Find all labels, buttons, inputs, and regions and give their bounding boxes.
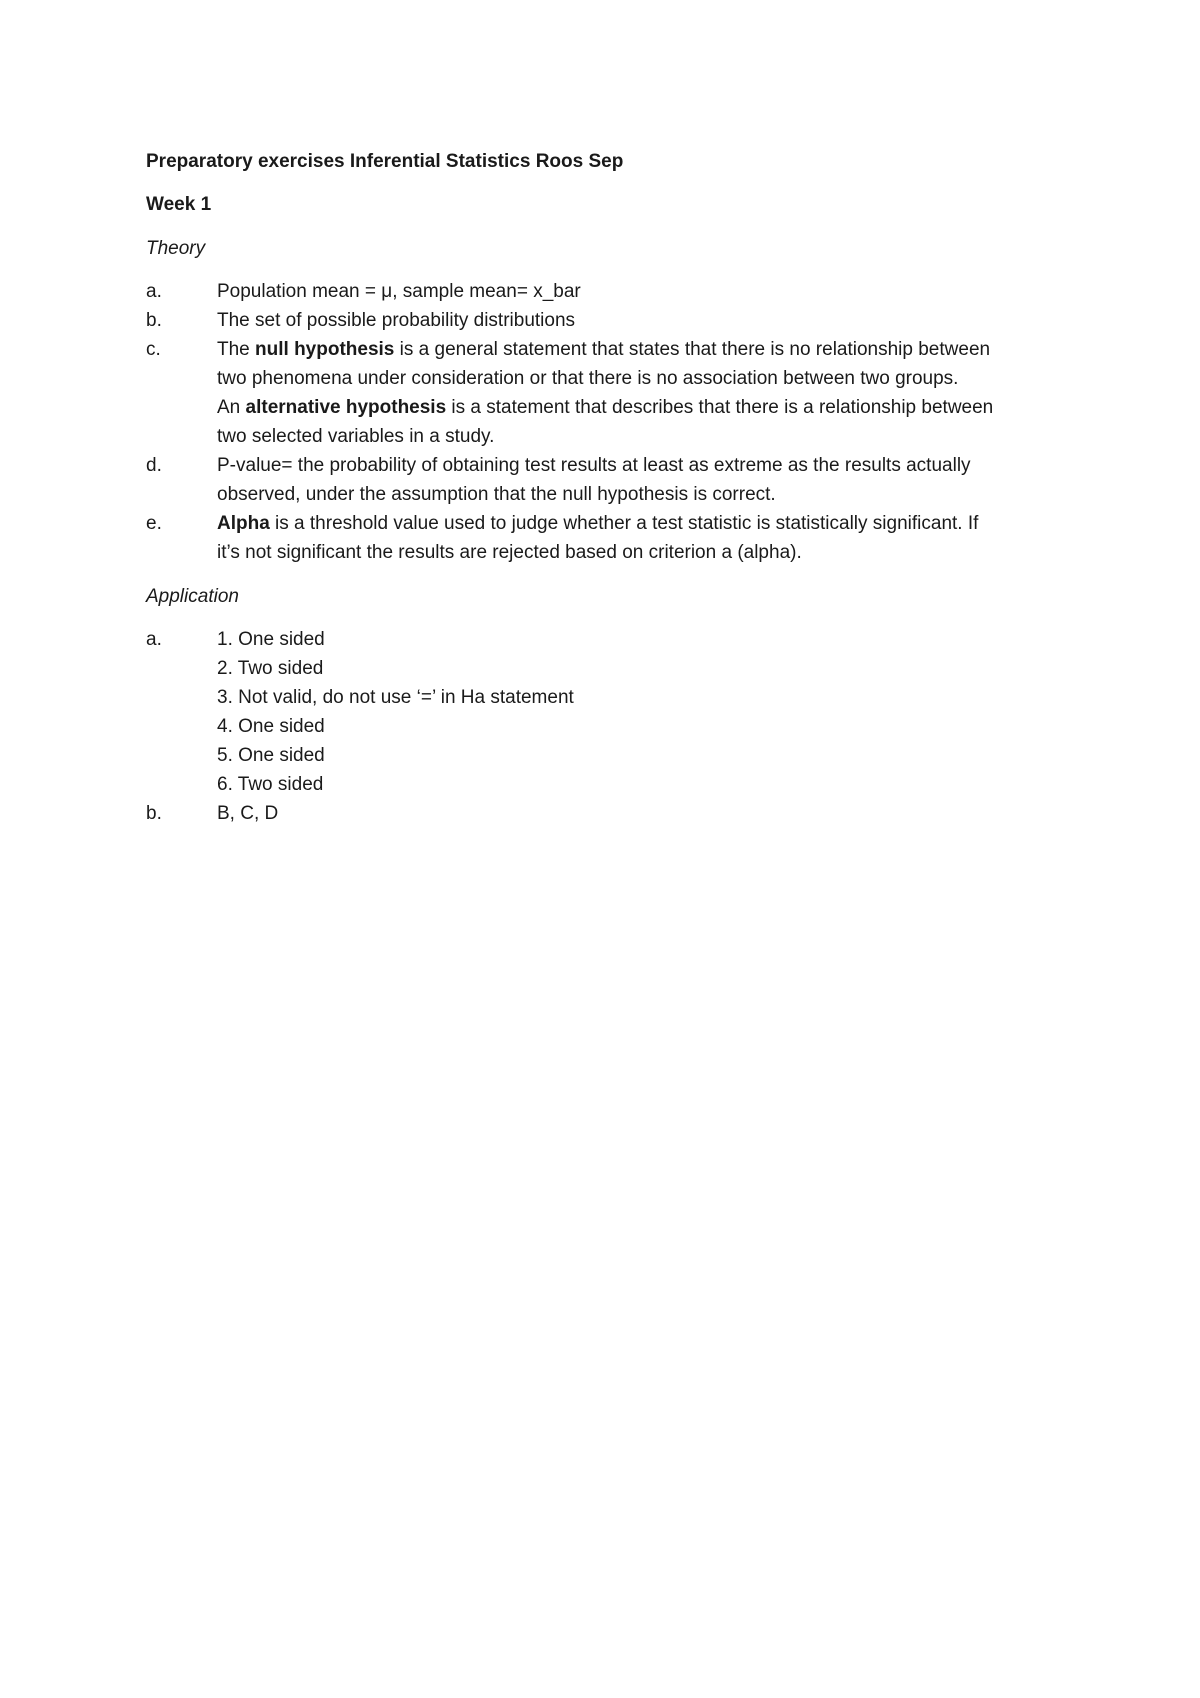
term-alpha: Alpha [217,513,270,534]
theory-item-line: two selected variables in a study. [217,426,495,447]
theory-item-e [146,509,1066,567]
theory-item-line: P-value= the probability of obtaining test results at least as extreme as the results actually [217,455,971,476]
text-fragment: is a statement that describes that there is a relationship between [446,397,994,418]
text-fragment: is a threshold value used to judge whether a test statistic is statistically significant. If [269,513,979,534]
application-item-text: B, C, D [217,803,279,824]
list-marker: c. [146,339,161,360]
document-content [146,147,1066,843]
theory-item-line: two phenomena under consideration or that there is no association between two groups. [217,368,959,389]
application-sub-item: 1. One sided [217,629,325,650]
theory-item-line [217,509,1066,538]
application-item-body [217,625,1066,799]
text-fragment: is a general statement that states that there is no relationship between [394,339,991,360]
list-marker: b. [146,310,162,331]
application-sub-item: 5. One sided [217,745,325,766]
list-marker: b. [146,803,162,824]
theory-item-text: The set of possible probability distributions [217,310,576,331]
theory-heading: Theory [146,238,206,259]
term-null-hypothesis: null hypothesis [255,339,395,360]
theory-item-body [217,335,1066,451]
theory-item-a [146,277,1066,306]
list-marker: d. [146,455,162,476]
theory-item-text: Population mean = μ, sample mean= x_bar [217,281,581,302]
theory-item-line: observed, under the assumption that the null hypothesis is correct. [217,484,776,505]
term-alternative-hypothesis: alternative hypothesis [245,397,447,418]
theory-item-line: it’s not significant the results are rejected based on criterion a (alpha). [217,542,802,563]
theory-item-body [217,509,1066,567]
application-item-b [146,799,1066,828]
application-sub-item: 6. Two sided [217,774,324,795]
application-list [146,625,1066,828]
list-marker: a. [146,629,162,650]
application-sub-item: 4. One sided [217,716,325,737]
application-item-a [146,625,1066,799]
theory-item-c [146,335,1066,451]
theory-item-b [146,306,1066,335]
document-title: Preparatory exercises Inferential Statistics Roos Sep [146,151,624,172]
text-fragment: An [217,397,246,418]
list-marker: a. [146,281,162,302]
application-heading: Application [146,586,239,607]
theory-item-body [217,451,1066,509]
theory-item-d [146,451,1066,509]
theory-item-line [217,335,1066,364]
application-sub-item: 2. Two sided [217,658,324,679]
text-fragment: The [217,339,256,360]
week-heading: Week 1 [146,194,212,215]
list-marker: e. [146,513,162,534]
theory-item-line [217,393,1066,422]
theory-list [146,277,1066,567]
application-sub-item: 3. Not valid, do not use ‘=’ in Ha statement [217,687,574,708]
